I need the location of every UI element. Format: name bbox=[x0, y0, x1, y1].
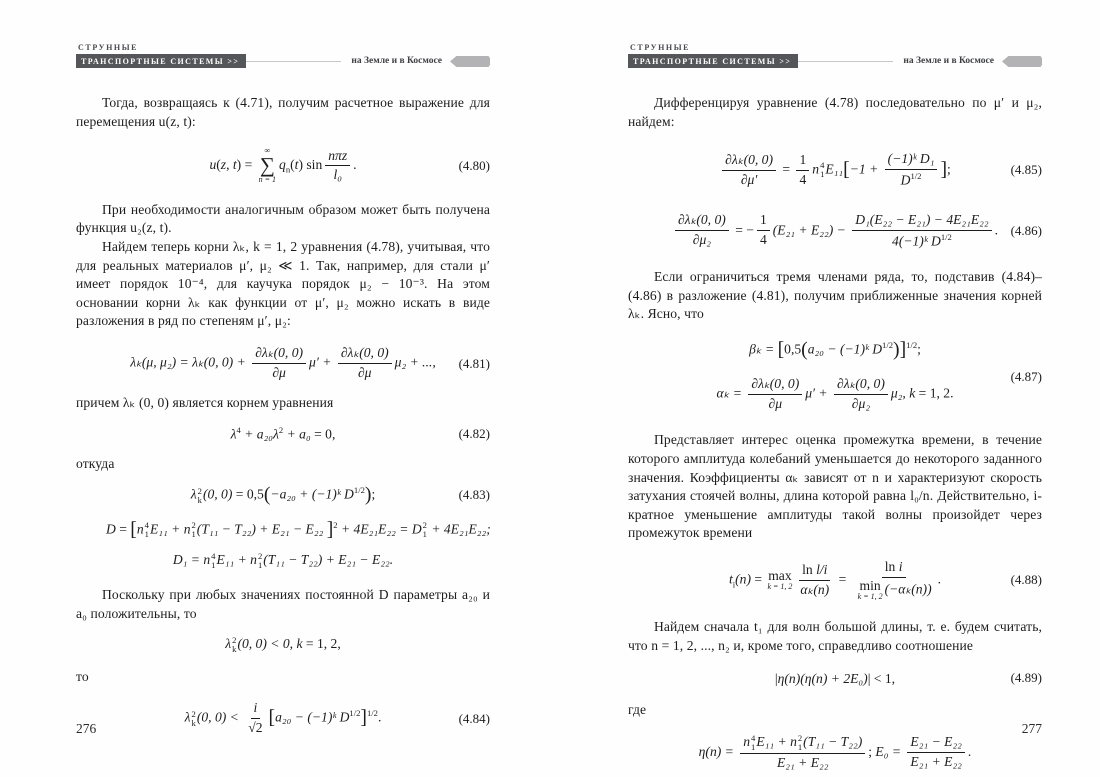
formula-body: $\frac{\text{∂λₖ(0, 0)}}{\partial\mu'}$ = $\frac{1}{4}$ n 4 1 E₁₁[−1 + $\frac{\text{(−1)ᵏ D₁}}{D^{1/2}}$ ]; bbox=[719, 151, 951, 190]
header-rule bbox=[246, 61, 341, 62]
page-number: 277 bbox=[1021, 721, 1042, 736]
paragraph: Поскольку при любых значениях постоянной D параметры a₂₀ и a₀ положительны, то bbox=[76, 587, 490, 621]
formula-4-82 bbox=[76, 425, 490, 443]
paragraph: откуда bbox=[76, 455, 115, 471]
formula-body: βₖ = [0,5(a₂₀ − (−1)ᵏ $D^{1/2})]^{1/2}$; bbox=[749, 338, 921, 361]
paragraph: то bbox=[76, 668, 89, 684]
formula-tag: (4.89) bbox=[1010, 670, 1042, 686]
formula-body: u(z, t) = ∞ ∑ n = 1 $q_n(t)$ sin $\frac{\text{nπz}}{\text{l₀}}$ . bbox=[209, 146, 357, 184]
series-title-box: ТРАНСПОРТНЫЕ СИСТЕМЫ >> bbox=[628, 54, 798, 68]
formula-body: λ 2 k (0, 0) < 0, k = 1, 2, bbox=[225, 634, 341, 654]
formula-d bbox=[76, 520, 490, 540]
running-head bbox=[76, 42, 490, 68]
formula-tag: (4.87) bbox=[1010, 368, 1042, 384]
paragraph: где bbox=[628, 702, 647, 718]
header-subtitle: на Земле и в Космосе bbox=[351, 56, 442, 66]
formula-4-84 bbox=[76, 700, 490, 737]
paragraph: Тогда, возвращаясь к (4.71), получим расчетное выражение для перемещения u(z, t): bbox=[76, 95, 490, 129]
formula-tag: (4.85) bbox=[1010, 162, 1042, 178]
formula-4-87 bbox=[628, 340, 1042, 413]
formula-4-88 bbox=[628, 559, 1042, 602]
formula-body: D = [n 4 1 E₁₁ + n 2 1 (T₁₁ − T₂₂) + E₂₁ − E₂₂ ]$^2$ + 4E₂₁E₂₂ = D 2 1 + 4E₂₁E₂₂; bbox=[106, 518, 491, 541]
formula-tag: (4.88) bbox=[1010, 572, 1042, 588]
formula-body: D₁ = n 4 1 E₁₁ + n 2 1 (T₁₁ − T₂₂) + E₂₁ − E₂₂. bbox=[172, 551, 394, 571]
paragraph: Найдем сначала t₁ для волн большой длины, т. е. будем считать, что n = 1, 2, ..., n₂ и, кроме того, справедливо соотношение bbox=[628, 618, 1042, 653]
series-title-top: СТРУННЫЕ bbox=[78, 43, 139, 52]
header-subtitle: на Земле и в Космосе bbox=[903, 56, 994, 66]
formula-stack bbox=[658, 340, 1012, 413]
page-number: 276 bbox=[76, 721, 97, 736]
paragraph: Если ограничиться тремя членами ряда, то, подставив (4.84)–(4.86) в разложение (4.81), получим приближенные значения корней λₖ. Ясно, что bbox=[628, 269, 1042, 322]
formula-4-86 bbox=[628, 212, 1042, 251]
formula-4-80 bbox=[76, 147, 490, 185]
formula-tag: (4.86) bbox=[1010, 222, 1042, 238]
formula-tag: (4.83) bbox=[458, 487, 490, 503]
series-title-top: СТРУННЫЕ bbox=[630, 43, 691, 52]
series-title-box: ТРАНСПОРТНЫЕ СИСТЕМЫ >> bbox=[76, 54, 246, 68]
formula-4-83 bbox=[76, 485, 490, 505]
formula-4-81 bbox=[76, 345, 490, 382]
formula-4-85 bbox=[628, 151, 1042, 190]
series-title-block bbox=[628, 43, 798, 68]
formula-body: λ 2 k (0, 0) = 0,5(−a₂₀ + (−1)ᵏ $D^{1/2}$); bbox=[190, 483, 376, 506]
formula-tag: (4.84) bbox=[458, 710, 490, 726]
header-rule bbox=[798, 61, 893, 62]
formula-body: λₖ(μ, μ₂) = λₖ(0, 0) + $\frac{\text{∂λₖ(0, 0)}}{\partial\mu}$ μ′ + $\frac{\text{∂λₖ(0, 0)}}{\partial\mu}$ μ₂ + ..., bbox=[130, 345, 436, 380]
formula-tag: (4.81) bbox=[458, 355, 490, 371]
formula-eta bbox=[628, 734, 1042, 772]
running-head bbox=[628, 42, 1042, 68]
formula-body: $\lambda^4 + a_{20}\lambda^2 + a_0 = 0$, bbox=[230, 425, 336, 442]
page-right bbox=[550, 0, 1100, 777]
formula-body: $t_i(n)$ = max k = 1, 2 $\frac{\text{ln l/i}}{\text{αₖ(n)}}$ = ln i min k = 1, 2 (−αₖ(n)) . bbox=[728, 558, 942, 602]
formula-tag: (4.82) bbox=[458, 425, 490, 441]
paragraph: Найдем теперь корни λₖ, k = 1, 2 уравнения (4.78), учитывая, что для реальных материалов μ′, μ₂ ≪ 1. Так, например, для стали μ′ имеет порядок 10⁻⁴, для каучука порядок μ₂ − 10⁻³. На этом основании корни λₖ как функции от μ′, μ₂ можно искать в виде разложения в ряд по степеням μ′, μ₂: bbox=[76, 238, 490, 329]
paragraph: Дифференцируя уравнение (4.78) последовательно по μ′ и μ₂, найдем: bbox=[628, 95, 1042, 129]
formula-tag: (4.80) bbox=[458, 157, 490, 173]
arrow-left-icon bbox=[450, 56, 490, 67]
paragraph: При необходимости аналогичным образом может быть получена функция u₂(z, t). bbox=[76, 201, 490, 236]
arrow-left-icon bbox=[1002, 56, 1042, 67]
formula-body: |η(n)(η(n) + 2E₀)| < 1, bbox=[774, 670, 896, 686]
formula-body: $\frac{\text{∂λₖ(0, 0)}}{\text{∂μ₂}}$ = − $\frac{1}{4}$ (E₂₁ + E₂₂) − $\frac{\text{D₁(E₂₂ − E₂₁) − 4E₂₁E₂₂}}{4(-1)ᵏ D^{1/2}}$ . bbox=[672, 212, 998, 251]
formula-body: η(n) = n 4 1 E₁₁ + n 2 1 (T₁₁ − T₂₂) E₂₁ + E₂₂ ; E₀ = $\frac{\text{E₂₁ − E₂₂}}{\text{E₂₁ + E₂₂}}$ . bbox=[698, 732, 972, 770]
formula-lambda-ineq bbox=[76, 635, 490, 653]
formula-4-89 bbox=[628, 669, 1042, 687]
paragraph: Представляет интерес оценка промежутка времени, в течение которого амплитуда колебаний уменьшается до некоторого заданного значения. Коэффициенты αₖ зависят от n и характеризуют скорость затухания стоячей волны, длина которой равна l₀/n. Действительно, i-кратное уменьшение амплитуды такой волны произойдет через промежуток времени bbox=[628, 432, 1042, 541]
formula-body: αₖ = $\frac{\text{∂λₖ(0, 0)}}{\partial\mu}$ μ′ + $\frac{\text{∂λₖ(0, 0)}}{\text{∂μ₂}}$ μ₂, k = 1, 2. bbox=[716, 376, 954, 412]
formula-body: λ 2 k (0, 0) < $\frac{i}{√2}$ [a₂₀ − (−1)ᵏ $D^{1/2}]^{1/2}$. bbox=[184, 700, 382, 736]
series-title-block bbox=[76, 43, 246, 68]
paragraph: причем λₖ (0, 0) является корнем уравнения bbox=[76, 394, 334, 410]
formula-d1 bbox=[76, 552, 490, 570]
